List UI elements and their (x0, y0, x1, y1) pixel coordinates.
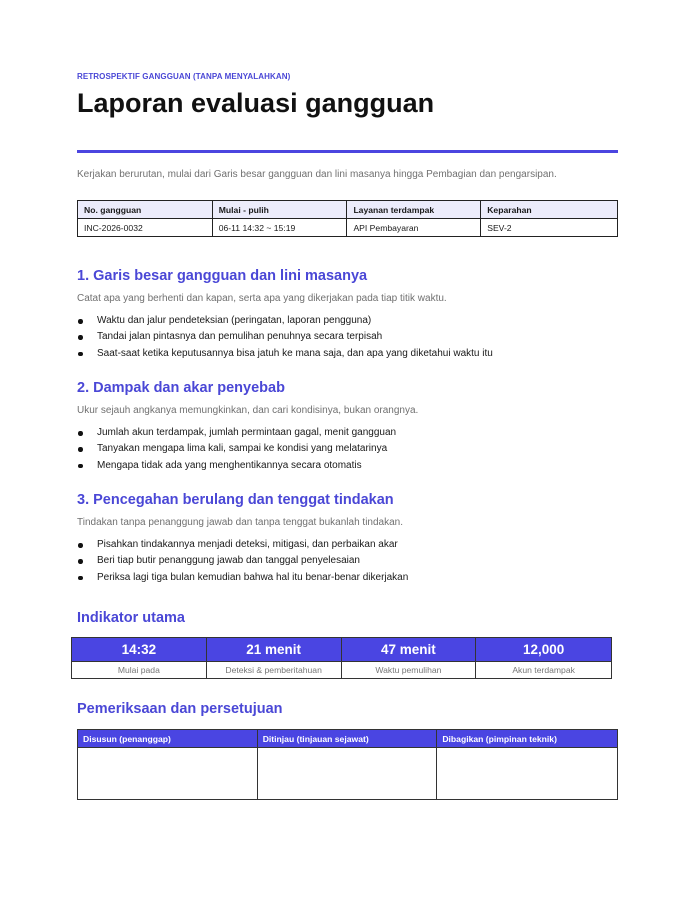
report-eyebrow: RETROSPEKTIF GANGGUAN (TANPA MENYALAHKAN) (77, 72, 291, 81)
list-item: Periksa lagi tiga bulan kemudian bahwa hal itu benar-benar dikerjakan (77, 570, 618, 586)
intro-text: Kerjakan berurutan, mulai dari Garis besar gangguan dan lini masanya hingga Pembagian dan pengarsipan. (77, 169, 557, 180)
kpi-value: 12,000 (476, 638, 612, 662)
list-item: Jumlah akun terdampak, jumlah permintaan gagal, menit gangguan (77, 425, 618, 441)
incident-number-value: INC-2026-0032 (78, 219, 213, 237)
info-header-cell: No. gangguan (78, 201, 213, 219)
kpi-heading: Indikator utama (77, 610, 185, 626)
approval-column-header: Dibagikan (pimpinan teknik) (437, 730, 618, 748)
approval-column-header: Disusun (penanggap) (78, 730, 258, 748)
approval-column-header: Ditinjau (tinjauan sejawat) (257, 730, 437, 748)
kpi-label: Deteksi & pemberitahuan (206, 662, 341, 679)
info-value-row (78, 219, 618, 237)
list-item: Tanyakan mengapa lima kali, sampai ke kondisi yang melatarinya (77, 441, 618, 457)
info-header-cell: Mulai - pulih (212, 201, 347, 219)
page-title: Laporan evaluasi gangguan (77, 88, 435, 118)
info-header-cell: Keparahan (481, 201, 618, 219)
section-prevention (77, 492, 618, 586)
info-header-cell: Layanan terdampak (347, 201, 481, 219)
list-item: Saat-saat ketika keputusannya bisa jatuh ke mana saja, dan apa yang diketahui waktu itu (77, 346, 618, 362)
info-header-row (78, 201, 618, 219)
incident-window-value: 06-11 14:32 ~ 15:19 (212, 219, 347, 237)
kpi-label-row (72, 662, 612, 679)
section-timeline (77, 268, 618, 362)
kpi-value: 14:32 (72, 638, 207, 662)
section-subtitle: Tindakan tanpa penanggung jawab dan tanpa tenggat bukanlah tindakan. (77, 517, 404, 528)
section-heading: 3. Pencegahan berulang dan tenggat tindakan (77, 492, 394, 508)
affected-service-value: API Pembayaran (347, 219, 481, 237)
kpi-label: Akun terdampak (476, 662, 612, 679)
title-divider (77, 150, 618, 153)
section-impact (77, 380, 618, 474)
section-heading: 2. Dampak dan akar penyebab (77, 380, 285, 396)
section-bullet-list (77, 537, 618, 586)
reviewed-by-signature-box[interactable] (257, 748, 437, 800)
section-bullet-list (77, 425, 618, 474)
list-item: Beri tiap butir penanggung jawab dan tanggal penyelesaian (77, 553, 618, 569)
list-item: Pisahkan tindakannya menjadi deteksi, mitigasi, dan perbaikan akar (77, 537, 618, 553)
prepared-by-signature-box[interactable] (78, 748, 258, 800)
approval-table (77, 729, 618, 800)
approval-heading: Pemeriksaan dan persetujuan (77, 701, 283, 717)
section-subtitle: Ukur sejauh angkanya memungkinkan, dan cari kondisinya, bukan orangnya. (77, 405, 419, 416)
section-bullet-list (77, 313, 618, 362)
kpi-label: Waktu pemulihan (341, 662, 476, 679)
kpi-value: 21 menit (206, 638, 341, 662)
severity-value: SEV-2 (481, 219, 618, 237)
list-item: Tandai jalan pintasnya dan pemulihan penuhnya secara terpisah (77, 329, 618, 345)
list-item: Waktu dan jalur pendeteksian (peringatan, laporan pengguna) (77, 313, 618, 329)
approval-signature-row (78, 748, 618, 800)
kpi-value-row (72, 638, 612, 662)
section-heading: 1. Garis besar gangguan dan lini masanya (77, 268, 368, 284)
list-item: Mengapa tidak ada yang menghentikannya secara otomatis (77, 458, 618, 474)
approval-header-row (78, 730, 618, 748)
kpi-table (71, 637, 612, 679)
incident-info-table (77, 200, 618, 237)
kpi-label: Mulai pada (72, 662, 207, 679)
section-subtitle: Catat apa yang berhenti dan kapan, serta apa yang dikerjakan pada tiap titik waktu. (77, 293, 447, 304)
kpi-value: 47 menit (341, 638, 476, 662)
shared-by-signature-box[interactable] (437, 748, 618, 800)
